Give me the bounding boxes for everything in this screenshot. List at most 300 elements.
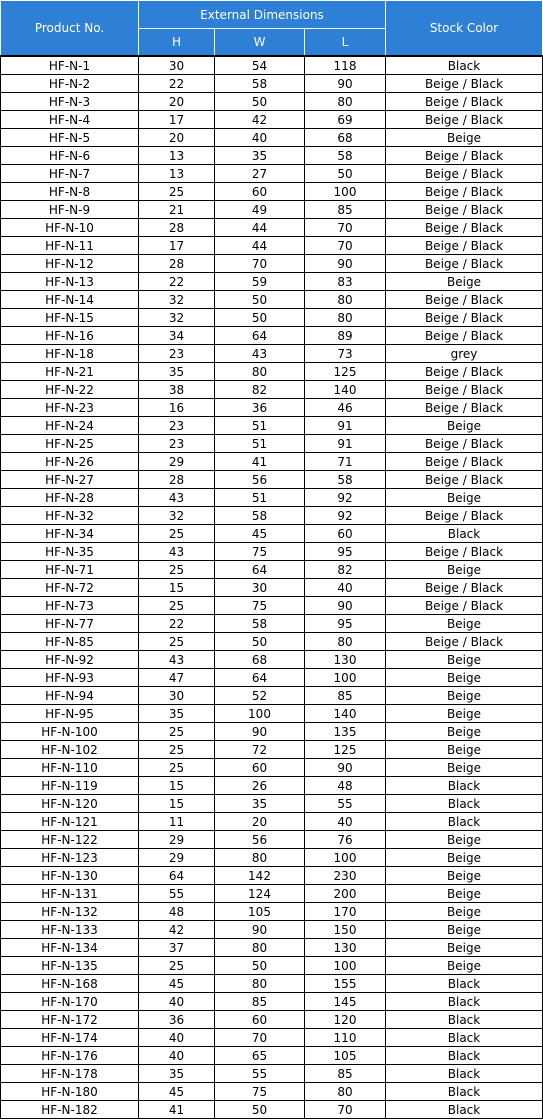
stock-color-cell: Black [386,56,543,75]
product-no-cell: HF-N-178 [1,1065,139,1083]
table-row [1,327,543,345]
product-no-cell: HF-N-15 [1,309,139,327]
length-cell: 125 [305,363,386,381]
height-cell: 40 [139,1029,215,1047]
height-cell: 38 [139,381,215,399]
width-cell: 44 [215,237,305,255]
table-row [1,579,543,597]
height-cell: 23 [139,417,215,435]
product-no-cell: HF-N-24 [1,417,139,435]
width-cell: 59 [215,273,305,291]
table-row [1,381,543,399]
height-cell: 21 [139,201,215,219]
product-no-cell: HF-N-6 [1,147,139,165]
table-row [1,615,543,633]
table-row [1,309,543,327]
stock-color-cell: Beige / Black [386,255,543,273]
width-cell: 50 [215,93,305,111]
length-cell: 85 [305,1065,386,1083]
width-cell: 65 [215,1047,305,1065]
height-cell: 48 [139,903,215,921]
table-row [1,291,543,309]
height-cell: 25 [139,759,215,777]
product-no-cell: HF-N-172 [1,1011,139,1029]
table-row [1,453,543,471]
height-cell: 17 [139,111,215,129]
height-cell: 40 [139,993,215,1011]
length-cell: 100 [305,849,386,867]
height-cell: 16 [139,399,215,417]
length-cell: 130 [305,939,386,957]
table-row [1,1011,543,1029]
table-row [1,561,543,579]
table-row [1,795,543,813]
table-row [1,975,543,993]
stock-color-cell: Beige / Black [386,309,543,327]
width-cell: 72 [215,741,305,759]
length-cell: 110 [305,1029,386,1047]
product-no-cell: HF-N-4 [1,111,139,129]
table-row [1,741,543,759]
stock-color-cell: Beige / Black [386,237,543,255]
header-h: H [139,29,215,57]
product-no-cell: HF-N-10 [1,219,139,237]
length-cell: 91 [305,435,386,453]
width-cell: 40 [215,129,305,147]
height-cell: 34 [139,327,215,345]
length-cell: 48 [305,777,386,795]
width-cell: 42 [215,111,305,129]
height-cell: 40 [139,1047,215,1065]
stock-color-cell: Beige [386,957,543,975]
product-no-cell: HF-N-1 [1,56,139,75]
stock-color-cell: Beige [386,867,543,885]
height-cell: 43 [139,489,215,507]
table-row [1,56,543,75]
height-cell: 42 [139,921,215,939]
height-cell: 15 [139,795,215,813]
width-cell: 54 [215,56,305,75]
length-cell: 95 [305,615,386,633]
table-body [1,56,543,1119]
table-row [1,75,543,93]
width-cell: 80 [215,363,305,381]
product-no-cell: HF-N-32 [1,507,139,525]
stock-color-cell: Beige [386,489,543,507]
height-cell: 28 [139,255,215,273]
height-cell: 25 [139,597,215,615]
length-cell: 92 [305,507,386,525]
table-row [1,957,543,975]
length-cell: 80 [305,291,386,309]
table-row [1,1065,543,1083]
table-row [1,993,543,1011]
product-no-cell: HF-N-13 [1,273,139,291]
product-no-cell: HF-N-123 [1,849,139,867]
length-cell: 105 [305,1047,386,1065]
stock-color-cell: Beige [386,615,543,633]
length-cell: 40 [305,813,386,831]
length-cell: 80 [305,1083,386,1101]
table-row [1,165,543,183]
table-row [1,1101,543,1119]
height-cell: 22 [139,273,215,291]
length-cell: 135 [305,723,386,741]
table-row [1,345,543,363]
table-row [1,939,543,957]
product-no-cell: HF-N-18 [1,345,139,363]
header-external-dimensions: External Dimensions [139,1,386,29]
table-row [1,435,543,453]
header-l: L [305,29,386,57]
width-cell: 56 [215,471,305,489]
length-cell: 89 [305,327,386,345]
width-cell: 50 [215,291,305,309]
height-cell: 28 [139,219,215,237]
table-row [1,471,543,489]
stock-color-cell: Beige [386,723,543,741]
height-cell: 25 [139,561,215,579]
product-no-cell: HF-N-170 [1,993,139,1011]
product-no-cell: HF-N-168 [1,975,139,993]
product-no-cell: HF-N-133 [1,921,139,939]
table-row [1,1083,543,1101]
product-no-cell: HF-N-122 [1,831,139,849]
stock-color-cell: Beige [386,561,543,579]
width-cell: 64 [215,669,305,687]
table-header [1,1,543,57]
height-cell: 25 [139,957,215,975]
table-row [1,867,543,885]
length-cell: 80 [305,633,386,651]
length-cell: 85 [305,687,386,705]
height-cell: 43 [139,651,215,669]
stock-color-cell: Beige / Black [386,597,543,615]
header-stock-color: Stock Color [386,1,543,57]
stock-color-cell: Beige [386,759,543,777]
length-cell: 90 [305,759,386,777]
height-cell: 25 [139,633,215,651]
width-cell: 50 [215,957,305,975]
width-cell: 35 [215,795,305,813]
table-row [1,129,543,147]
table-row [1,885,543,903]
length-cell: 100 [305,183,386,201]
product-no-cell: HF-N-7 [1,165,139,183]
table-row [1,759,543,777]
width-cell: 70 [215,255,305,273]
width-cell: 51 [215,417,305,435]
stock-color-cell: Black [386,1011,543,1029]
length-cell: 60 [305,525,386,543]
stock-color-cell: Beige / Black [386,543,543,561]
height-cell: 22 [139,615,215,633]
width-cell: 36 [215,399,305,417]
width-cell: 30 [215,579,305,597]
height-cell: 25 [139,525,215,543]
height-cell: 13 [139,165,215,183]
height-cell: 32 [139,291,215,309]
product-no-cell: HF-N-3 [1,93,139,111]
height-cell: 47 [139,669,215,687]
product-no-cell: HF-N-94 [1,687,139,705]
width-cell: 27 [215,165,305,183]
width-cell: 75 [215,543,305,561]
height-cell: 35 [139,705,215,723]
stock-color-cell: Beige [386,831,543,849]
width-cell: 80 [215,975,305,993]
table-row [1,597,543,615]
length-cell: 80 [305,93,386,111]
stock-color-cell: Beige [386,651,543,669]
stock-color-cell: Beige / Black [386,219,543,237]
height-cell: 55 [139,885,215,903]
length-cell: 170 [305,903,386,921]
length-cell: 83 [305,273,386,291]
stock-color-cell: Black [386,813,543,831]
stock-color-cell: Beige / Black [386,165,543,183]
stock-color-cell: Beige [386,849,543,867]
stock-color-cell: Beige / Black [386,507,543,525]
height-cell: 15 [139,777,215,795]
product-no-cell: HF-N-73 [1,597,139,615]
product-no-cell: HF-N-110 [1,759,139,777]
length-cell: 73 [305,345,386,363]
length-cell: 145 [305,993,386,1011]
table-row [1,147,543,165]
product-no-cell: HF-N-22 [1,381,139,399]
length-cell: 230 [305,867,386,885]
product-no-cell: HF-N-135 [1,957,139,975]
table-row [1,489,543,507]
height-cell: 17 [139,237,215,255]
product-no-cell: HF-N-176 [1,1047,139,1065]
product-no-cell: HF-N-174 [1,1029,139,1047]
height-cell: 32 [139,309,215,327]
length-cell: 90 [305,75,386,93]
product-no-cell: HF-N-21 [1,363,139,381]
width-cell: 52 [215,687,305,705]
length-cell: 68 [305,129,386,147]
product-no-cell: HF-N-5 [1,129,139,147]
table-row [1,543,543,561]
stock-color-cell: Beige [386,417,543,435]
stock-color-cell: Beige / Black [386,75,543,93]
table-row [1,777,543,795]
width-cell: 100 [215,705,305,723]
table-row [1,399,543,417]
length-cell: 40 [305,579,386,597]
length-cell: 100 [305,957,386,975]
product-no-cell: HF-N-27 [1,471,139,489]
length-cell: 150 [305,921,386,939]
width-cell: 41 [215,453,305,471]
length-cell: 50 [305,165,386,183]
stock-color-cell: Beige / Black [386,111,543,129]
length-cell: 80 [305,309,386,327]
stock-color-cell: Beige [386,741,543,759]
height-cell: 20 [139,93,215,111]
table-row [1,813,543,831]
table-row [1,1029,543,1047]
product-no-cell: HF-N-85 [1,633,139,651]
length-cell: 46 [305,399,386,417]
stock-color-cell: Black [386,1083,543,1101]
width-cell: 80 [215,849,305,867]
stock-color-cell: Beige / Black [386,327,543,345]
product-no-cell: HF-N-77 [1,615,139,633]
table-row [1,201,543,219]
stock-color-cell: Black [386,975,543,993]
height-cell: 15 [139,579,215,597]
length-cell: 200 [305,885,386,903]
product-no-cell: HF-N-16 [1,327,139,345]
stock-color-cell: Beige / Black [386,147,543,165]
length-cell: 55 [305,795,386,813]
table-row [1,723,543,741]
width-cell: 90 [215,921,305,939]
length-cell: 155 [305,975,386,993]
height-cell: 11 [139,813,215,831]
stock-color-cell: Beige [386,687,543,705]
length-cell: 118 [305,56,386,75]
table-row [1,705,543,723]
height-cell: 36 [139,1011,215,1029]
table-row [1,849,543,867]
table-row [1,903,543,921]
product-no-cell: HF-N-102 [1,741,139,759]
height-cell: 25 [139,183,215,201]
product-no-cell: HF-N-180 [1,1083,139,1101]
height-cell: 13 [139,147,215,165]
width-cell: 50 [215,633,305,651]
width-cell: 105 [215,903,305,921]
length-cell: 69 [305,111,386,129]
product-no-cell: HF-N-71 [1,561,139,579]
product-no-cell: HF-N-26 [1,453,139,471]
length-cell: 140 [305,381,386,399]
product-no-cell: HF-N-93 [1,669,139,687]
product-no-cell: HF-N-28 [1,489,139,507]
width-cell: 68 [215,651,305,669]
stock-color-cell: Beige / Black [386,381,543,399]
table-row [1,363,543,381]
height-cell: 35 [139,1065,215,1083]
stock-color-cell: Beige [386,705,543,723]
height-cell: 25 [139,741,215,759]
height-cell: 45 [139,975,215,993]
width-cell: 20 [215,813,305,831]
table-row [1,255,543,273]
length-cell: 140 [305,705,386,723]
stock-color-cell: Beige [386,273,543,291]
product-no-cell: HF-N-2 [1,75,139,93]
table-row [1,273,543,291]
height-cell: 23 [139,435,215,453]
length-cell: 91 [305,417,386,435]
height-cell: 43 [139,543,215,561]
stock-color-cell: Beige / Black [386,471,543,489]
product-no-cell: HF-N-120 [1,795,139,813]
product-no-cell: HF-N-12 [1,255,139,273]
product-no-cell: HF-N-92 [1,651,139,669]
width-cell: 50 [215,309,305,327]
header-w: W [215,29,305,57]
width-cell: 60 [215,1011,305,1029]
stock-color-cell: Beige / Black [386,93,543,111]
table-row [1,633,543,651]
table-row [1,111,543,129]
height-cell: 20 [139,129,215,147]
product-no-cell: HF-N-95 [1,705,139,723]
stock-color-cell: Beige [386,669,543,687]
width-cell: 35 [215,147,305,165]
stock-color-cell: Black [386,1101,543,1119]
product-no-cell: HF-N-25 [1,435,139,453]
height-cell: 29 [139,453,215,471]
product-no-cell: HF-N-130 [1,867,139,885]
stock-color-cell: Black [386,777,543,795]
product-no-cell: HF-N-8 [1,183,139,201]
width-cell: 56 [215,831,305,849]
stock-color-cell: Beige [386,903,543,921]
width-cell: 124 [215,885,305,903]
length-cell: 95 [305,543,386,561]
width-cell: 50 [215,1101,305,1119]
product-no-cell: HF-N-100 [1,723,139,741]
height-cell: 64 [139,867,215,885]
length-cell: 71 [305,453,386,471]
product-no-cell: HF-N-23 [1,399,139,417]
height-cell: 22 [139,75,215,93]
stock-color-cell: Beige / Black [386,633,543,651]
table-row [1,507,543,525]
width-cell: 60 [215,759,305,777]
width-cell: 26 [215,777,305,795]
product-no-cell: HF-N-11 [1,237,139,255]
length-cell: 90 [305,255,386,273]
stock-color-cell: Beige [386,129,543,147]
table-row [1,219,543,237]
width-cell: 60 [215,183,305,201]
table-row [1,1047,543,1065]
stock-color-cell: Beige / Black [386,183,543,201]
stock-color-cell: Beige / Black [386,579,543,597]
length-cell: 58 [305,471,386,489]
width-cell: 70 [215,1029,305,1047]
product-no-cell: HF-N-119 [1,777,139,795]
width-cell: 58 [215,75,305,93]
height-cell: 45 [139,1083,215,1101]
height-cell: 35 [139,363,215,381]
length-cell: 90 [305,597,386,615]
length-cell: 58 [305,147,386,165]
product-no-cell: HF-N-132 [1,903,139,921]
length-cell: 70 [305,219,386,237]
product-no-cell: HF-N-14 [1,291,139,309]
table-row [1,183,543,201]
height-cell: 23 [139,345,215,363]
stock-color-cell: Beige / Black [386,435,543,453]
height-cell: 29 [139,849,215,867]
table-row [1,831,543,849]
width-cell: 49 [215,201,305,219]
table-row [1,651,543,669]
table-row [1,417,543,435]
length-cell: 130 [305,651,386,669]
stock-color-cell: Beige / Black [386,291,543,309]
product-no-cell: HF-N-34 [1,525,139,543]
